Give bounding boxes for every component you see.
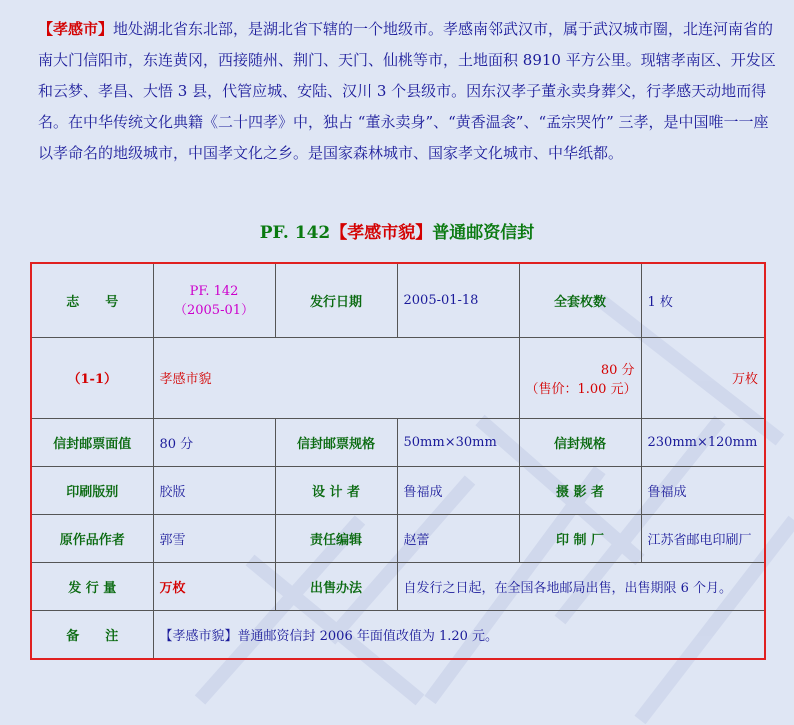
- photographer-value: 鲁福成: [641, 466, 765, 514]
- intro-paragraph: [38, 14, 780, 169]
- label-issue-number: 志 号: [31, 263, 153, 338]
- issue-number-value: [153, 263, 275, 338]
- label-remarks: 备 注: [31, 610, 153, 659]
- stamp-size-value: 50mm×30mm: [397, 418, 519, 466]
- intro-text: 地处湖北省东北部，是湖北省下辖的一个地级市。孝感南邻武汉市，属于武汉城市圈，北连河南省的南大门信阳市，东连黄冈，西接随州、荆门、天门、仙桃等市，土地面积 8910 平方公里。现辖孝南区、开发区和云梦、孝昌、大悟 3 县，代管应城、安陆、汉川 3 个县级市。因东汉孝子董永卖身葬父，行孝感天动地而得名。在中华传统文化典籍《二十四孝》中，独占 “董永卖身”、“黄香温衾”、“孟宗哭竹” 三孝，是中国唯一一座以孝命名的地级城市，中国孝文化之乡。是国家森林城市、国家孝文化城市、中华纸都。: [38, 20, 776, 162]
- title-code: PF. 142: [259, 223, 331, 243]
- label-print-method: 印刷版别: [31, 466, 153, 514]
- item-name: 孝感市貌: [153, 338, 519, 419]
- item-face-value: 80 分: [600, 362, 635, 378]
- label-editor: 责任编辑: [275, 514, 397, 562]
- issue-date-value: 2005-01-18: [397, 263, 519, 338]
- print-method-value: 胶版: [153, 466, 275, 514]
- label-stamp-denomination: 信封邮票面值: [31, 418, 153, 466]
- editor-value: 赵蕾: [397, 514, 519, 562]
- table-row: [31, 514, 765, 562]
- envelope-size-value: 230mm×120mm: [641, 418, 765, 466]
- label-original-artist: 原作品作者: [31, 514, 153, 562]
- table-row: [31, 338, 765, 419]
- label-sale-method: 出售办法: [275, 562, 397, 610]
- issue-number-year: （2005-01）: [173, 302, 255, 318]
- table-row: [31, 466, 765, 514]
- table-row: [31, 610, 765, 659]
- label-photographer: 摄 影 者: [519, 466, 641, 514]
- item-number: （1-1）: [31, 338, 153, 419]
- designer-value: 鲁福成: [397, 466, 519, 514]
- label-printer: 印 制 厂: [519, 514, 641, 562]
- table-row: [31, 418, 765, 466]
- intro-city-tag: 【孝感市】: [38, 20, 114, 38]
- original-artist-value: 郭雪: [153, 514, 275, 562]
- stamp-denomination-value: 80 分: [153, 418, 275, 466]
- title-suffix: 普通邮资信封: [432, 223, 535, 243]
- item-quantity: 万枚: [641, 338, 765, 419]
- envelope-info-table: [30, 262, 766, 660]
- title-name: 【孝感市貌】: [330, 223, 433, 243]
- issue-number-code: PF. 142: [189, 283, 239, 299]
- remarks-value: 【孝感市貌】普通邮资信封 2006 年面值改值为 1.20 元。: [153, 610, 765, 659]
- item-sale-price: （售价：1.00 元）: [525, 381, 637, 397]
- label-set-count: 全套枚数: [519, 263, 641, 338]
- item-price: [519, 338, 641, 419]
- printer-value: 江苏省邮电印刷厂: [641, 514, 765, 562]
- label-designer: 设 计 者: [275, 466, 397, 514]
- sale-method-value: 自发行之日起，在全国各地邮局出售，出售期限 6 个月。: [397, 562, 765, 610]
- label-envelope-size: 信封规格: [519, 418, 641, 466]
- circulation-value: 万枚: [153, 562, 275, 610]
- label-circulation: 发 行 量: [31, 562, 153, 610]
- set-count-value: 1 枚: [641, 263, 765, 338]
- envelope-title: [0, 218, 794, 243]
- table-row: [31, 263, 765, 338]
- label-issue-date: 发行日期: [275, 263, 397, 338]
- label-stamp-size: 信封邮票规格: [275, 418, 397, 466]
- table-row: [31, 562, 765, 610]
